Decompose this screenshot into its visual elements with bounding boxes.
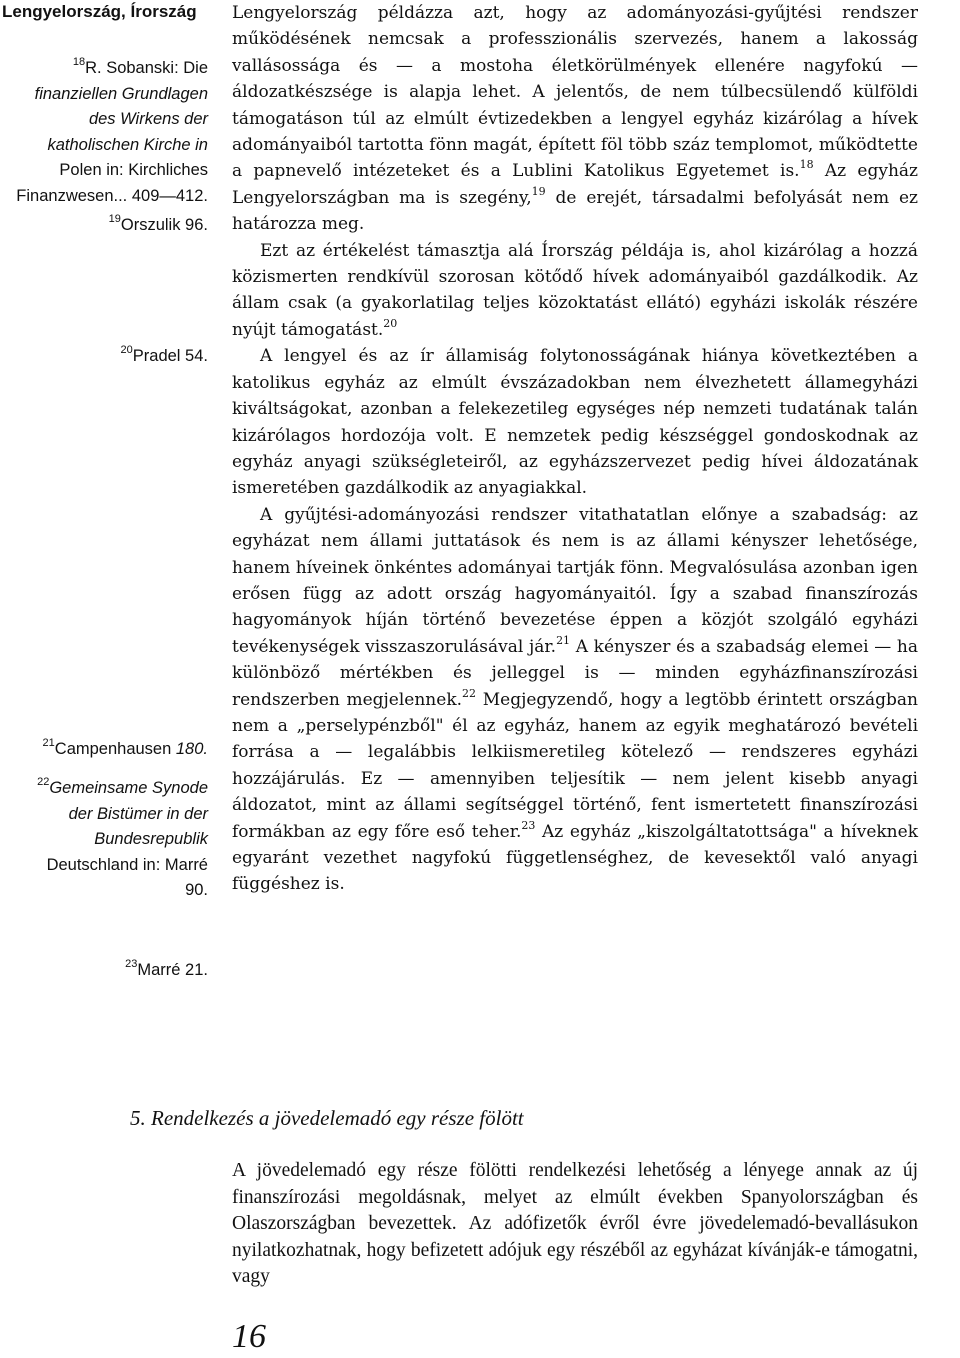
note-number: 19 [108, 213, 121, 225]
section-text [232, 1158, 918, 1291]
footnote-ref[interactable]: 18 [799, 158, 814, 172]
footnote-ref[interactable]: 19 [531, 184, 546, 198]
footnote-ref[interactable]: 21 [556, 633, 571, 647]
note-text: Campenhausen [54, 740, 176, 758]
note-line: 90. [185, 881, 208, 899]
running-head: Lengyelország, Írország [2, 2, 197, 21]
paragraph [232, 0, 918, 238]
note-line: katholischen Kirche in [47, 135, 208, 154]
note-line: Polen in: Kirchliches [59, 161, 208, 179]
note-line: Bundesrepublik [94, 830, 208, 848]
note-number: 23 [125, 958, 138, 970]
note-number: 22 [37, 776, 50, 788]
note-line: Deutschland in: Marré [46, 855, 208, 874]
paragraph: A jövedelemadó egy része fölötti rendelkezési lehetőség a lényege annak az új finanszírozási megoldásnak, melyet az elmúlt években Spanyolországban és Olaszországban bevezettek. Az adófizetők évről évre jövedelemadó-bevallásukon nyilatkozhatnak, hogy befizetett adójuk egy részéből az egyházat kívánják-e támogatni, vagy [232, 1160, 918, 1288]
note-number: 21 [42, 737, 55, 749]
text-run: Lengyelország példázza azt, hogy az adományozási-gyűjtési rendszer működésének nemcsak a professzionális szervezés, hanem a lakosság vallásossága és — a mostoha életkörülmények ellenére nagyfokú — áldozatkészsége is alapja lehet. A jelentős, de nem túlbecsülendő külföldi támogatáson túl az elmúlt évtizedekben a lengyel egyház kizárólag a hívek adományaiból tartotta fönn magát, épített föl több száz templomot, működtette a papnevelő intézeteket és a Lublini Katolikus Egyetemet is. [232, 3, 918, 182]
margin-note-18 [16, 56, 208, 209]
margin-note-23 [125, 958, 208, 984]
note-text: Orszulik 96. [120, 216, 208, 234]
note-line: des Wirkens der [88, 110, 208, 128]
margin-note-20 [121, 344, 208, 370]
note-line: Gemeinsame Synode [49, 779, 208, 797]
note-line: R. Sobanski: Die [85, 59, 208, 77]
note-line: finanziellen Grundlagen [34, 84, 208, 103]
note-text: Pradel 54. [132, 347, 208, 365]
text-run: A gyűjtési-adományozási rendszer vitathatatlan előnye a szabadság: az egyházat nem állami juttatások és nem is az állami kényszer lehetősége, hanem híveinek önkéntes adományai tartják fönn. Megvalósulása azonban igen erősen függ az adott ország hagyományaitól. Így a szabad finanszírozás hagyományok híján történő bevezetése éppen a közjót szolgáló egyházi tevékenységek visszaszorulásával jár. [232, 504, 918, 657]
page-number: 16 [232, 1318, 266, 1355]
note-text: Marré 21. [137, 961, 208, 979]
text-run: A lengyel és az ír államiság folytonosságának hiánya következtében a katolikus egyház az elmúlt évszázadokban nem élvezhetett államegyházi kiváltságokat, azonban a felekezetileg egységes nép nemzeti tudatának talán kizárólagos hordozója volt. E nemzetek pedig készséggel gondoskodnak az egyház anyagi szükségleteiről, az egyházszervezet pedig hívei áldozatának ismeretében gazdálkodik az anyagiakkal. [232, 346, 918, 499]
paragraph [232, 343, 918, 501]
note-number: 20 [120, 344, 133, 356]
text-run: Megjegyzendő, hogy a legtöbb érintett országban nem a „perselypénzből" él az egyház, hanem az egyik meghatározó bevételi forrása a — legalábbis lelkiismeretileg kötelező — rendszeres egyházi hozzájárulás. Ez — amennyiben teljesítik — nem jelent kisebb anyagi áldozatot, mint az állami segítséggel történő, fent ismertetett finanszírozási formákban az egy főre eső teher. [232, 689, 918, 842]
margin-note-21 [43, 737, 208, 763]
note-line: Finanzwesen... 409—412. [16, 186, 208, 205]
text-run: A kényszer és a szabadság elemei — ha különböző mértékben és jelleggel is — minden egyházfinanszírozási rendszerben megjelennek. [232, 636, 918, 710]
text-run: Az egyház „kiszolgáltatottsága" a híveknek egyaránt vezethet nagyfokú függetlenséghez, de kevesektől való anyagi függéshez is. [232, 821, 918, 895]
note-line: der Bistümer in der [68, 804, 208, 823]
note-number: 18 [72, 56, 86, 68]
text-run: de erejét, társadalmi befolyását nem ez határozza meg. [232, 187, 918, 235]
footnote-ref[interactable]: 20 [383, 316, 398, 330]
margin-note-19 [109, 213, 208, 239]
note-text: 180. [175, 740, 208, 758]
margin-note-22 [37, 776, 208, 904]
footnote-ref[interactable]: 22 [462, 686, 477, 700]
paragraph [232, 238, 918, 344]
text-run: Ezt az értékelést támasztja alá Írország példája is, ahol kizárólag a hozzá közismerten rendkívül szorosan kötődő hívek adományaiból gazdálkodik. Az állam csak (a gyakorlatilag teljes közoktatást ellátó) egyházi iskolák részére nyújt támogatást. [232, 240, 918, 340]
text-run: Az egyház Lengyelországban ma is szegény, [232, 161, 919, 208]
footnote-ref[interactable]: 23 [521, 818, 536, 832]
section-heading: 5. Rendelkezés a jövedelemadó egy része fölött [130, 1106, 524, 1130]
main-text [232, 0, 918, 898]
paragraph [232, 502, 918, 898]
